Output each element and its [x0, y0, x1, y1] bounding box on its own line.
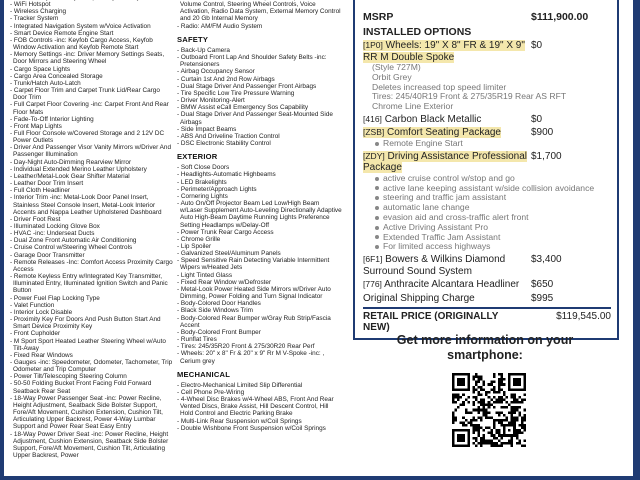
feature-item: - Power Trunk Rear Cargo Access [177, 229, 343, 236]
feature-item: - Leather Door Trim Insert [10, 180, 175, 187]
option-detail-text: Extended Traffic Jam Assistant [383, 231, 501, 242]
feature-item: - LED Brakelights [177, 179, 343, 186]
feature-item: - Curtain 1st And 2nd Row Airbags [177, 76, 343, 83]
option-comfort-details [363, 139, 611, 149]
feature-item: - BMW Assist eCall Emergency Sos Capability [177, 104, 343, 111]
feature-item: - Wheels: 20" x 8" Fr & 20" x 9" Rr M V-Spoke -inc: , Cerium grey [177, 350, 343, 364]
feature-item: - 50-50 Folding Bucket Front Facing Fold Forward Seatback Rear Seat [10, 380, 175, 394]
option-price: $0 [531, 40, 543, 51]
feature-item: - Dual Stage Driver And Passenger Seat-Mounted Side Airbags [177, 111, 343, 125]
feature-item: - Runflat Tires [177, 336, 343, 343]
option-detail-text: Active Driving Assistant Pro [383, 221, 489, 232]
feature-item: - Carpet Floor Trim and Carpet Trunk Lid/Rear Cargo Door Trim [10, 87, 175, 101]
mechanical-list [177, 382, 343, 432]
feature-item: - Light Tinted Glass [177, 272, 343, 279]
feature-item: - Proximity Key For Doors And Push Button Start And Smart Device Proximity Key [10, 316, 175, 330]
feature-item: - Front Map Lights [10, 123, 175, 130]
bottom-border [0, 476, 640, 480]
option-row-driving-assist [363, 151, 611, 174]
qr-code[interactable] [452, 373, 526, 447]
bullet-icon [375, 196, 379, 200]
exterior-heading: EXTERIOR [177, 152, 218, 162]
option-code: [ZSB] [363, 127, 385, 138]
shipping-row [363, 293, 611, 305]
info-line-1: Get more information on your [396, 333, 574, 347]
msrp-value: $111,900.00 [531, 11, 589, 23]
option-code: [416] [363, 113, 382, 124]
feature-item: - Illuminated Locking Glove Box [10, 223, 175, 230]
option-detail [363, 242, 611, 252]
option-name: Anthracite Alcantara Headliner [384, 279, 520, 291]
feature-item: - WiFi Hotspot [10, 1, 175, 8]
option-detail-text: Orbit Grey [372, 71, 412, 82]
option-detail-text: steering and traffic jam assistant [383, 192, 507, 203]
feature-item: - Leather/Metal-Look Gear Shifter Material [10, 173, 175, 180]
feature-item: - Tracker System [10, 15, 175, 22]
feature-item: - Side Impact Beams [177, 126, 343, 133]
feature-item: - Remote Keyless Entry w/Integrated Key Transmitter, Illuminated Entry, Illuminated Ignition Switch and Panic Button [10, 273, 175, 294]
option-price: $3,400 [531, 254, 562, 266]
retail-price-label: RETAIL PRICE (ORIGINALLY NEW) [363, 311, 499, 334]
feature-item: - Driver Monitoring-Alert [177, 97, 343, 104]
mechanical-heading: MECHANICAL [177, 369, 231, 379]
bullet-icon [375, 142, 379, 146]
option-detail-text: active cruise control w/stop and go [383, 172, 515, 183]
option-detail-text: (Style 727M) [372, 62, 421, 72]
feature-item: - Wireless Charging [10, 8, 175, 15]
option-detail [363, 102, 611, 112]
bullet-icon [375, 235, 379, 239]
feature-item: - Metal-Look Power Heated Side Mirrors w/Driver Auto Dimming, Power Folding and Turn Signal Indicator [177, 286, 343, 300]
option-detail-text: Deletes increased top speed limiter [372, 81, 507, 92]
feature-item: - Cell Phone Pre-Wiring [177, 389, 343, 396]
feature-item: - Full Floor Console w/Covered Storage and 2 12V DC Power Outlets [10, 130, 175, 144]
feature-item: - Day-Night Auto-Dimming Rearview Mirror [10, 159, 175, 166]
feature-item: - Cruise Control w/Steering Wheel Controls [10, 244, 175, 251]
option-wheels-details [363, 63, 611, 112]
msrp-label: MSRP [363, 11, 394, 23]
option-detail-text: Remote Engine Start [383, 137, 463, 148]
feature-item: - Power Fuel Flap Locking Type [10, 295, 175, 302]
feature-item: - Volume Control, Steering Wheel Controls, Voice Activation, Radio Data System, External Memory Control and 20 Gb Internal Memory [177, 0, 343, 23]
feature-item: - Garage Door Transmitter [10, 252, 175, 259]
feature-item: - Memory Settings -inc: Driver Memory Settings Seats, Door Mirrors and Steering Wheel [10, 51, 175, 65]
option-code: [6F1] [363, 254, 383, 265]
feature-item: - Full Carpet Floor Covering -inc: Carpet Front And Rear Floor Mats [10, 101, 175, 115]
retail-price-row [363, 311, 611, 333]
option-driving-details [363, 174, 611, 252]
feature-item: - Power Tilt/Telescoping Steering Column [10, 373, 175, 380]
feature-item: - Cornering Lights [177, 193, 343, 200]
feature-item: - Double Wishbone Front Suspension w/Coil Springs [177, 425, 343, 432]
feature-item: - Front Cupholder [10, 330, 175, 337]
feature-item: - Tire Specific Low Tire Pressure Warning [177, 90, 343, 97]
feature-item: - Perimeter/Approach Lights [177, 186, 343, 193]
feature-item: - Radio: AM/FM Audio System [177, 23, 343, 30]
option-code: [776] [363, 279, 382, 290]
option-detail-text: For limited access highways [383, 241, 491, 252]
exterior-list [177, 164, 343, 364]
left-border [0, 0, 4, 480]
option-detail-text: active lane keeping assistant w/side collision avoidance [383, 182, 595, 193]
option-row-audio [363, 254, 611, 277]
msrp-row [363, 11, 611, 23]
installed-options-heading: INSTALLED OPTIONS [363, 26, 472, 38]
feature-item: - Back-Up Camera [177, 47, 343, 54]
option-price: $650 [531, 279, 554, 291]
safety-heading: SAFETY [177, 34, 209, 44]
option-row-wheels [363, 40, 611, 63]
feature-item: - Fixed Rear Windows [10, 352, 175, 359]
info-line-2: smartphone: [447, 348, 523, 362]
feature-item: - M Sport Sport Heated Leather Steering Wheel w/Auto Tilt-Away [10, 338, 175, 352]
shipping-value: $995 [531, 292, 554, 304]
feature-item: - Fixed Rear Window w/Defroster [177, 279, 343, 286]
shipping-label: Original Shipping Charge [363, 292, 475, 304]
feature-item: - Gauges -inc: Speedometer, Odometer, Tachometer, Trip Odometer and Trip Computer [10, 359, 175, 373]
feature-item: - Individual Extended Merino Leather Upholstery [10, 166, 175, 173]
option-code: [1P0] [363, 40, 383, 50]
bullet-icon [375, 177, 379, 181]
feature-item: - Speed Sensitive Rain Detecting Variable Intermittent Wipers w/Heated Jets [177, 257, 343, 271]
feature-item: - Dual Stage Driver And Passenger Front Airbags [177, 83, 343, 90]
option-detail-text: Tires: 245/40R19 Front & 275/35R19 Rear AS RFT [372, 91, 567, 102]
feature-item: - Tires: 245/35R20 Front & 275/30R20 Rear Perf [177, 343, 343, 350]
feature-item: - Body-Colored Rear Bumper w/Gray Rub Strip/Fascia Accent [177, 315, 343, 329]
total-divider [363, 307, 611, 309]
feature-item: - Chrome Grille [177, 236, 343, 243]
smartphone-info [360, 333, 610, 363]
feature-item: - Galvanized Steel/Aluminum Panels [177, 250, 343, 257]
feature-item: - Electro-Mechanical Limited Slip Differential [177, 382, 343, 389]
option-detail-text: automatic lane change [383, 202, 470, 213]
retail-price-value: $119,545.00 [556, 311, 611, 323]
feature-item: - Driver And Passenger Visor Vanity Mirrors w/Driver And Passenger Illumination [10, 144, 175, 158]
feature-item: - HVAC -inc: Underseat Ducts [10, 230, 175, 237]
feature-item: - DSC Electronic Stability Control [177, 140, 343, 147]
bullet-icon [375, 245, 379, 249]
feature-item: - Full Cloth Headliner [10, 187, 175, 194]
option-price: $900 [531, 127, 554, 139]
feature-item: - Driver Foot Rest [10, 216, 175, 223]
option-price: $0 [531, 113, 543, 125]
feature-item: - Cargo Area Concealed Storage [10, 73, 175, 80]
right-border [633, 0, 640, 480]
option-detail-text: evasion aid and cross-traffic alert front [383, 211, 529, 222]
feature-item: - Fade-To-Off Interior Lighting [10, 116, 175, 123]
feature-item: - Outboard Front Lap And Shoulder Safety Belts -inc: Pretensioners [177, 54, 343, 68]
feature-item: - Smart Device Remote Engine Start [10, 30, 175, 37]
feature-item: - Interior Lock Disable [10, 309, 175, 316]
option-code: [ZDY] [363, 150, 385, 161]
feature-item: - Integrated Navigation System w/Voice Activation [10, 23, 175, 30]
bullet-icon [375, 226, 379, 230]
radio-features-list [177, 0, 343, 30]
bullet-icon [375, 186, 379, 190]
feature-item: - Black Side Windows Trim [177, 307, 343, 314]
features-column-2 [177, 0, 343, 432]
feature-item: - Soft Close Doors [177, 164, 343, 171]
feature-item: - Body-Colored Door Handles [177, 300, 343, 307]
feature-item: - Cargo Space Lights [10, 66, 175, 73]
feature-item: - FOB Controls -inc: Keyfob Cargo Access, Keyfob Window Activation and Keyfob Remote Start [10, 37, 175, 51]
option-name: Bowers & Wilkins Diamond Surround Sound System [363, 254, 506, 277]
safety-list [177, 47, 343, 147]
feature-item: - Airbag Occupancy Sensor [177, 68, 343, 75]
option-name: Driving Assistance Professional Package [363, 150, 528, 174]
feature-item: - Multi-Link Rear Suspension w/Coil Springs [177, 418, 343, 425]
feature-item: - Valet Function [10, 302, 175, 309]
option-price: $1,700 [531, 150, 562, 162]
feature-item: - Trunk/Hatch Auto-Latch [10, 80, 175, 87]
option-detail [363, 139, 611, 149]
feature-item: - Lip Spoiler [177, 243, 343, 250]
feature-item: - Dual Zone Front Automatic Air Conditioning [10, 237, 175, 244]
feature-item: - 18-Way Power Driver Seat -inc: Power Recline, Height Adjustment, Cushion Extension, Seatback Side Bolster Support, Fore/Aft Movement, Cushion Tilt, Articulating Upper Backrest, Power [10, 431, 175, 460]
option-row-color [363, 114, 611, 126]
price-panel [353, 0, 619, 340]
feature-item: - 18-Way Power Passenger Seat -inc: Power Recline, Height Adjustment, Seatback Side Bolster Support, Fore/Aft Movement, Cushion Extension, Cushion Tilt, Articulating Upper Backrest, Power 4-Way Lumbar Support and Power Rear Seat Easy Entry [10, 395, 175, 431]
option-row-headliner [363, 279, 611, 291]
feature-item: - Body-Colored Front Bumper [177, 329, 343, 336]
bullet-icon [375, 206, 379, 210]
option-driving-highlight [363, 151, 527, 174]
feature-item: - Auto On/Off Projector Beam Led Low/High Beam w/Laser Supplement Auto-Leveling Directionally Adaptive Auto High-Beam Daytime Running Lights Preference Setting Headlamps w/Delay-Off [177, 200, 343, 229]
features-column-1 [10, 0, 175, 459]
option-name: Wheels: 19" X 8" FR & 19" X 9" RR M Double Spoke [363, 40, 525, 63]
feature-item: - Headlights-Automatic Highbeams [177, 171, 343, 178]
bullet-icon [375, 216, 379, 220]
option-detail-text: Chrome Line Exterior [372, 101, 454, 112]
option-comfort-highlight [363, 127, 501, 138]
option-name: Comfort Seating Package [387, 127, 501, 139]
feature-item: - Remote Releases -Inc: Comfort Access Proximity Cargo Access [10, 259, 175, 273]
option-name: Carbon Black Metallic [384, 113, 482, 125]
feature-item: - ABS And Driveline Traction Control [177, 133, 343, 140]
feature-item: - Interior Trim -inc: Metal-Look Door Panel Insert, Stainless Steel Console Insert, Metal-Look Interior Accents and Nappa Leather Upholstered Dashboard [10, 194, 175, 215]
option-wheels-highlight [363, 40, 525, 63]
feature-item: - 4-Wheel Disc Brakes w/4-Wheel ABS, Front And Rear Vented Discs, Brake Assist, Hill Descent Control, Hill Hold Control and Electric Parking Brake [177, 396, 343, 417]
